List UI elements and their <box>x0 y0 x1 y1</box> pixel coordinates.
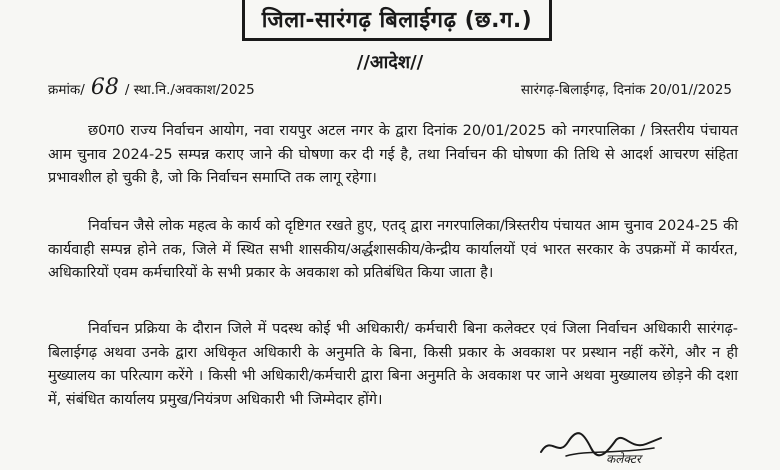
reference-row <box>48 75 732 100</box>
signature-title: कलेक्टर <box>606 452 641 466</box>
order-title: //आदेश// <box>356 52 424 73</box>
reference-suffix: / स्था.नि./अवकाश/2025 <box>124 82 255 98</box>
district-header <box>242 0 552 41</box>
order-paragraph-3: निर्वाचन प्रक्रिया के दौरान जिले में पदस्थ कोई भी अधिकारी/ कर्मचारी बिना कलेक्टर एवं जिला निर्वाचन अधिकारी सारंगढ़-बिलाईगढ़ अथवा उनके द्वारा अधिकृत अधिकारी के अनुमति के बिना, किसी प्रकार के अवकाश पर प्रस्थान नहीं करेंगे, और न ही मुख्यालय का परित्याग करेंगे । किसी भी अधिकारी/कर्मचारी द्वारा बिना अनुमति के अवकाश पर जाने अथवा मुख्यालय छोड़ने की दशा में, संबंधित कार्यालय प्रमुख/नियंत्रण अधिकारी भी जिम्मेदार होंगे। <box>48 321 738 408</box>
reference-number-block <box>48 75 255 100</box>
order-paragraph-1: छ0ग0 राज्य निर्वाचन आयोग, नवा रायपुर अटल नगर के द्वारा दिनांक 20/01/2025 को नगरपालिका / त्रिस्तरीय पंचायत आम चुनाव 2024-25 सम्पन्न कराए जाने की घोषणा कर दी गई है, तथा निर्वाचन की घोषणा की तिथि से आदर्श आचरण संहिता प्रभावशील हो चुकी है, जो कि निर्वाचन समाप्ति तक लागू रहेगा। <box>48 123 738 186</box>
district-title: जिला-सारंगढ़ बिलाईगढ़ (छ.ग.) <box>261 8 533 33</box>
collector-signature-icon <box>536 430 666 460</box>
handwritten-order-number: 68 <box>90 75 119 100</box>
reference-prefix: क्रमांक/ <box>48 82 85 98</box>
place-date: सारंगढ़-बिलाईगढ़, दिनांक 20/01//2025 <box>520 82 732 98</box>
order-paragraph-2: निर्वाचन जैसे लोक महत्व के कार्य को दृष्टिगत रखते हुए, एतद् द्वारा नगरपालिका/त्रिस्तरीय पंचायत आम चुनाव 2024-25 की कार्यवाही सम्पन्न होने तक, जिले में स्थित सभी शासकीय/अर्द्धशासकीय/केन्द्रीय कार्यालयों एवं भारत सरकार के उपक्रमों में कार्यरत, अधिकारियों एवम कर्मचारियों के सभी प्रकार के अवकाश को प्रतिबंधित किया जाता है। <box>48 218 738 281</box>
